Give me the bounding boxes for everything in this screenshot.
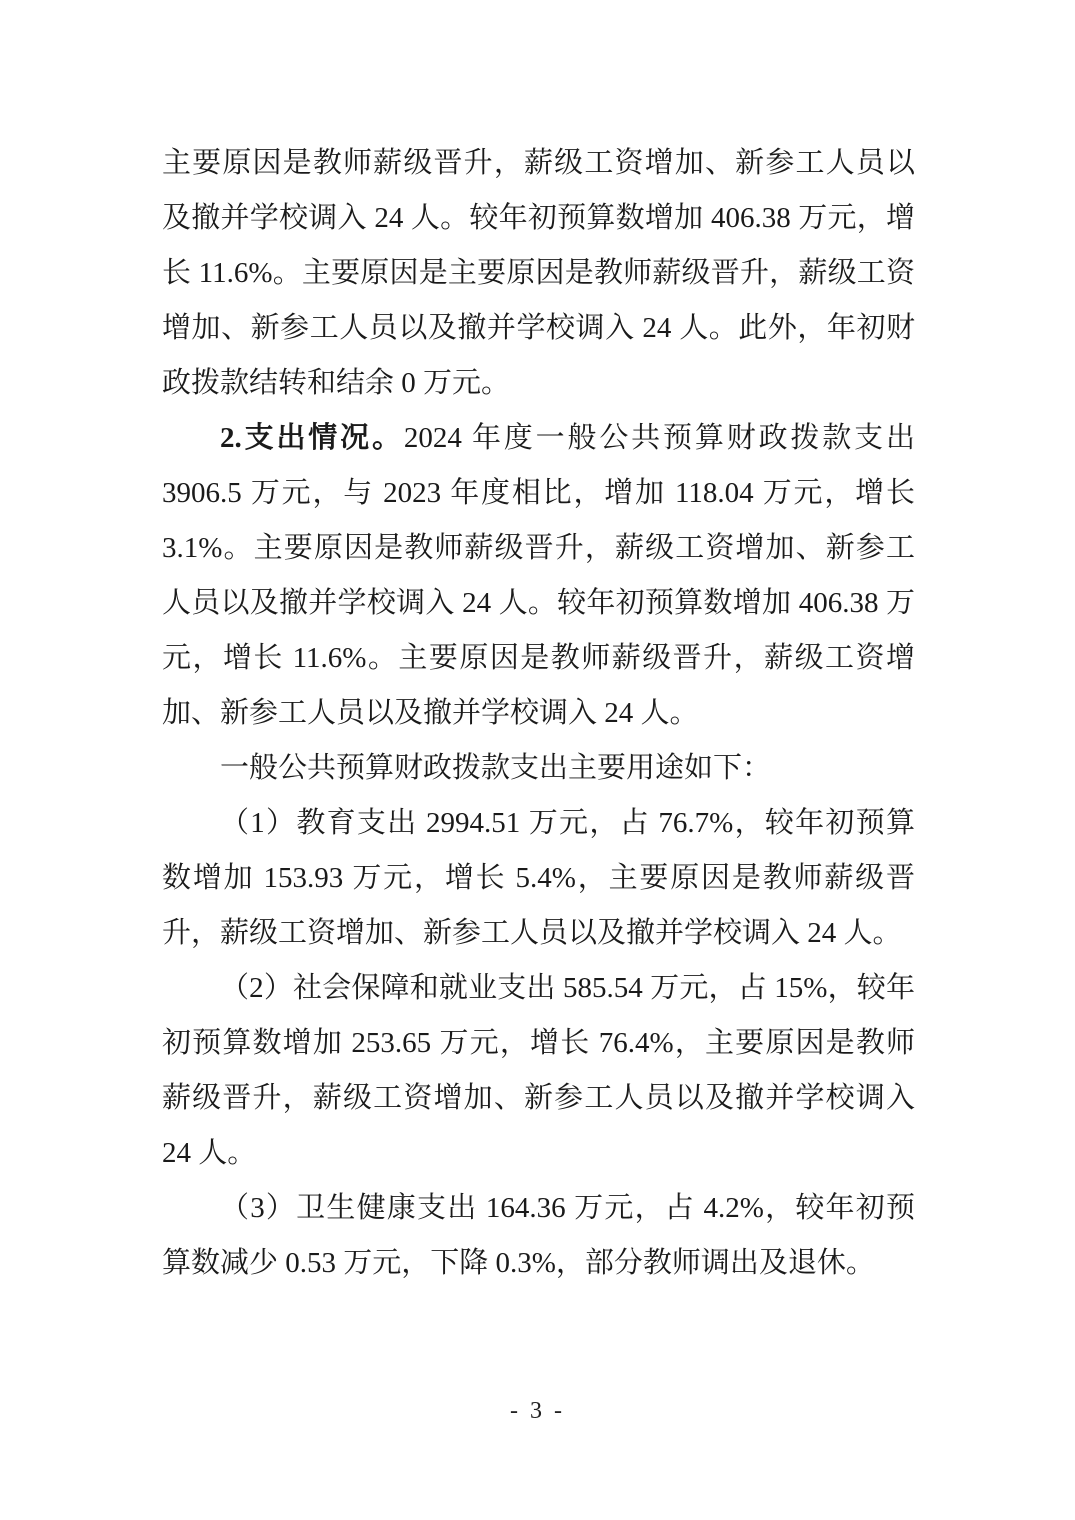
paragraph-item-1-education: （1）教育支出 2994.51 万元，占 76.7%，较年初预算数增加 153.93 万元，增长 5.4%，主要原因是教师薪级晋升，薪级工资增加、新参工人员以及撤并学校调入 24 人。	[162, 807, 915, 949]
paragraph-expenditure-text: 2024 年度一般公共预算财政拨款支出 3906.5 万元，与 2023 年度相比，增加 118.04 万元，增长 3.1%。主要原因是教师薪级晋升，薪级工资增加、新参工人员以及撤并学校调入 24 人。较年初预算数增加 406.38 万元，增长 11.6%。主要原因是教师薪级晋升，薪级工资增加、新参工人员以及撤并学校调入 24 人。	[162, 422, 915, 729]
paragraph-item-2-social-security: （2）社会保障和就业支出 585.54 万元，占 15%，较年初预算数增加 253.65 万元，增长 76.4%，主要原因是教师薪级晋升，薪级工资增加、新参工人员以及撤并学校调入 24 人。	[162, 972, 915, 1169]
paragraph-usage-intro: 一般公共预算财政拨款支出主要用途如下：	[220, 752, 772, 784]
paragraph-item-3-health: （3）卫生健康支出 164.36 万元，占 4.2%，较年初预算数减少 0.53 万元，下降 0.3%，部分教师调出及退休。	[162, 1192, 915, 1279]
section-label-expenditure: 2.支出情况。	[220, 422, 404, 454]
document-body	[162, 136, 915, 1291]
paragraph-continuation: 主要原因是教师薪级晋升，薪级工资增加、新参工人员以及撤并学校调入 24 人。较年初预算数增加 406.38 万元，增长 11.6%。主要原因是主要原因是教师薪级晋升，薪级工资增加、新参工人员以及撤并学校调入 24 人。此外，年初财政拨款结转和结余 0 万元。	[162, 147, 915, 399]
page-number: - 3 -	[510, 1398, 565, 1424]
paragraph-expenditure	[162, 411, 915, 741]
